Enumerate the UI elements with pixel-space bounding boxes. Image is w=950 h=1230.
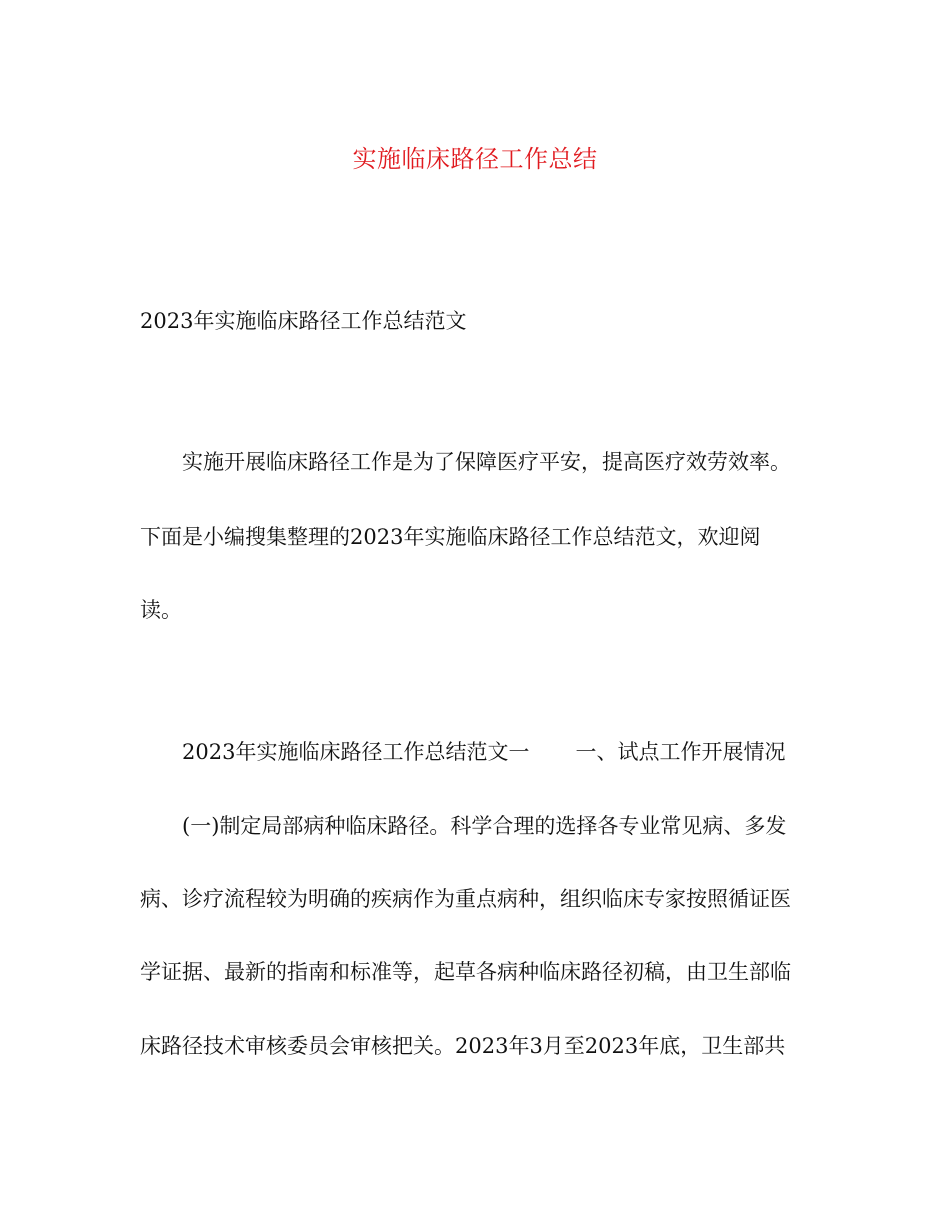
section-heading-subsection: 一、试点工作开展情况 (575, 740, 786, 764)
body-line-4: 床路径技术审核委员会审核把关。2023年3月至2023年底，卫生部共 (140, 1034, 786, 1058)
intro-line-1: 实施开展临床路径工作是为了保障医疗平安，提高医疗效劳效率。 (182, 450, 791, 474)
document-title: 实施临床路径工作总结 (352, 145, 598, 173)
body-line-1: (一)制定局部病种临床路径。科学合理的选择各专业常见病、多发 (182, 814, 787, 838)
document-subtitle: 2023年实施临床路径工作总结范文 (140, 309, 467, 333)
body-line-3: 学证据、最新的指南和标准等，起草各病种临床路径初稿，由卫生部临 (140, 960, 791, 984)
section-heading (182, 737, 862, 767)
section-heading-title: 2023年实施临床路径工作总结范文一 (182, 740, 530, 764)
intro-line-3: 读。 (140, 598, 182, 622)
intro-line-2: 下面是小编搜集整理的2023年实施临床路径工作总结范文，欢迎阅 (140, 525, 761, 549)
body-line-2: 病、诊疗流程较为明确的疾病作为重点病种，组织临床专家按照循证医 (140, 887, 791, 911)
